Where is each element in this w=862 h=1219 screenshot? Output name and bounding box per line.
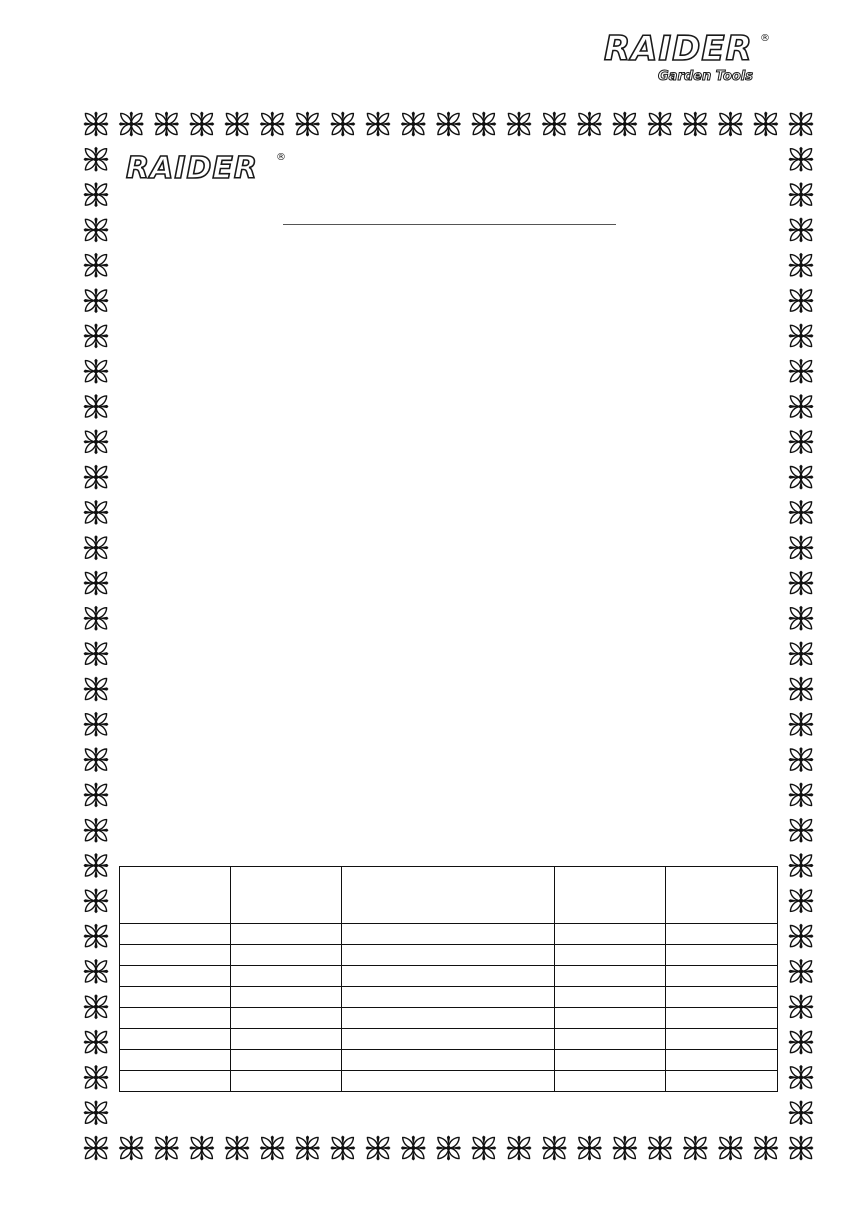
table-row: [120, 1071, 778, 1092]
table-row: [120, 1050, 778, 1071]
four-petal-flower-icon: [82, 993, 110, 1021]
four-petal-flower-icon: [82, 534, 110, 562]
table-cell[interactable]: [231, 1050, 342, 1071]
four-petal-flower-icon: [611, 110, 639, 138]
table-cell[interactable]: [666, 1029, 778, 1050]
four-petal-flower-icon: [787, 428, 815, 456]
four-petal-flower-icon: [82, 816, 110, 844]
table-cell[interactable]: [342, 945, 555, 966]
table-header-cell: [120, 867, 231, 924]
four-petal-flower-icon: [540, 110, 568, 138]
four-petal-flower-icon: [82, 640, 110, 668]
four-petal-flower-icon: [505, 110, 533, 138]
four-petal-flower-icon: [787, 852, 815, 880]
four-petal-flower-icon: [82, 216, 110, 244]
four-petal-flower-icon: [787, 1099, 815, 1127]
table-cell[interactable]: [120, 945, 231, 966]
four-petal-flower-icon: [82, 251, 110, 279]
four-petal-flower-icon: [82, 887, 110, 915]
four-petal-flower-icon: [82, 181, 110, 209]
four-petal-flower-icon: [787, 181, 815, 209]
four-petal-flower-icon: [787, 993, 815, 1021]
four-petal-flower-icon: [82, 1134, 110, 1162]
table-row: [120, 987, 778, 1008]
four-petal-flower-icon: [752, 110, 780, 138]
table-cell[interactable]: [120, 1050, 231, 1071]
four-petal-flower-icon: [188, 110, 216, 138]
table-cell[interactable]: [342, 1008, 555, 1029]
service-record-table: [119, 866, 778, 1092]
four-petal-flower-icon: [787, 640, 815, 668]
four-petal-flower-icon: [787, 1134, 815, 1162]
table-header-cell: [666, 867, 778, 924]
four-petal-flower-icon: [681, 110, 709, 138]
table-cell[interactable]: [555, 924, 666, 945]
four-petal-flower-icon: [364, 1134, 392, 1162]
table-header-row: [120, 867, 778, 924]
four-petal-flower-icon: [82, 746, 110, 774]
table-cell[interactable]: [555, 1050, 666, 1071]
four-petal-flower-icon: [82, 145, 110, 173]
four-petal-flower-icon: [329, 1134, 357, 1162]
four-petal-flower-icon: [787, 569, 815, 597]
four-petal-flower-icon: [787, 287, 815, 315]
four-petal-flower-icon: [787, 322, 815, 350]
title-underline: [283, 224, 616, 225]
four-petal-flower-icon: [681, 1134, 709, 1162]
four-petal-flower-icon: [258, 110, 286, 138]
four-petal-flower-icon: [787, 710, 815, 738]
four-petal-flower-icon: [470, 110, 498, 138]
table-cell[interactable]: [120, 1071, 231, 1092]
table-cell[interactable]: [342, 1050, 555, 1071]
four-petal-flower-icon: [82, 852, 110, 880]
four-petal-flower-icon: [787, 534, 815, 562]
four-petal-flower-icon: [294, 1134, 322, 1162]
four-petal-flower-icon: [787, 393, 815, 421]
table-cell[interactable]: [666, 1008, 778, 1029]
table-cell[interactable]: [231, 924, 342, 945]
four-petal-flower-icon: [153, 1134, 181, 1162]
table-cell[interactable]: [231, 945, 342, 966]
table-cell[interactable]: [342, 924, 555, 945]
table-cell[interactable]: [120, 966, 231, 987]
four-petal-flower-icon: [717, 110, 745, 138]
four-petal-flower-icon: [787, 887, 815, 915]
table-cell[interactable]: [231, 966, 342, 987]
table-cell[interactable]: [555, 966, 666, 987]
four-petal-flower-icon: [787, 463, 815, 491]
table-cell[interactable]: [231, 1071, 342, 1092]
brand-logo-inner: [122, 150, 292, 192]
table-cell[interactable]: [342, 966, 555, 987]
four-petal-flower-icon: [82, 463, 110, 491]
table-cell[interactable]: [231, 987, 342, 1008]
table-header-cell: [342, 867, 555, 924]
brand-logo-wordmark: RAIDER: [126, 151, 258, 186]
table-cell[interactable]: [120, 1029, 231, 1050]
four-petal-flower-icon: [82, 604, 110, 632]
four-petal-flower-icon: [82, 675, 110, 703]
four-petal-flower-icon: [787, 746, 815, 774]
four-petal-flower-icon: [787, 781, 815, 809]
four-petal-flower-icon: [787, 816, 815, 844]
table-cell[interactable]: [120, 924, 231, 945]
table-cell[interactable]: [231, 1008, 342, 1029]
four-petal-flower-icon: [82, 1063, 110, 1091]
four-petal-flower-icon: [223, 110, 251, 138]
four-petal-flower-icon: [435, 110, 463, 138]
four-petal-flower-icon: [399, 1134, 427, 1162]
table-cell[interactable]: [666, 1071, 778, 1092]
table-cell[interactable]: [555, 1008, 666, 1029]
four-petal-flower-icon: [717, 1134, 745, 1162]
table-cell[interactable]: [555, 1071, 666, 1092]
table-cell[interactable]: [555, 1029, 666, 1050]
four-petal-flower-icon: [752, 1134, 780, 1162]
table-cell[interactable]: [342, 987, 555, 1008]
table-header-cell: [555, 867, 666, 924]
registered-trademark-mark: ®: [760, 33, 770, 44]
table-cell[interactable]: [555, 945, 666, 966]
four-petal-flower-icon: [787, 251, 815, 279]
table-header-cell: [231, 867, 342, 924]
brand-logo-wordmark: RAIDER: [604, 29, 753, 69]
table-cell[interactable]: [342, 1029, 555, 1050]
four-petal-flower-icon: [646, 1134, 674, 1162]
four-petal-flower-icon: [399, 110, 427, 138]
four-petal-flower-icon: [787, 498, 815, 526]
four-petal-flower-icon: [82, 781, 110, 809]
table-cell[interactable]: [666, 924, 778, 945]
table-cell[interactable]: [666, 945, 778, 966]
four-petal-flower-icon: [153, 110, 181, 138]
table-row: [120, 966, 778, 987]
four-petal-flower-icon: [188, 1134, 216, 1162]
four-petal-flower-icon: [82, 1028, 110, 1056]
four-petal-flower-icon: [82, 710, 110, 738]
four-petal-flower-icon: [787, 1028, 815, 1056]
table-row: [120, 1008, 778, 1029]
four-petal-flower-icon: [505, 1134, 533, 1162]
four-petal-flower-icon: [82, 569, 110, 597]
four-petal-flower-icon: [576, 1134, 604, 1162]
four-petal-flower-icon: [117, 1134, 145, 1162]
table-cell[interactable]: [120, 1008, 231, 1029]
four-petal-flower-icon: [82, 110, 110, 138]
four-petal-flower-icon: [82, 957, 110, 985]
four-petal-flower-icon: [82, 498, 110, 526]
four-petal-flower-icon: [787, 675, 815, 703]
four-petal-flower-icon: [576, 110, 604, 138]
four-petal-flower-icon: [540, 1134, 568, 1162]
four-petal-flower-icon: [294, 110, 322, 138]
table-row: [120, 945, 778, 966]
four-petal-flower-icon: [787, 922, 815, 950]
four-petal-flower-icon: [787, 957, 815, 985]
four-petal-flower-icon: [435, 1134, 463, 1162]
table-cell[interactable]: [666, 1050, 778, 1071]
brand-logo-header: [600, 30, 780, 92]
four-petal-flower-icon: [82, 393, 110, 421]
table-cell[interactable]: [231, 1029, 342, 1050]
four-petal-flower-icon: [646, 110, 674, 138]
table-cell[interactable]: [342, 1071, 555, 1092]
four-petal-flower-icon: [82, 1099, 110, 1127]
table-row: [120, 924, 778, 945]
registered-trademark-mark: ®: [276, 152, 286, 163]
four-petal-flower-icon: [470, 1134, 498, 1162]
table-cell[interactable]: [120, 987, 231, 1008]
four-petal-flower-icon: [611, 1134, 639, 1162]
brand-tagline: Garden Tools: [658, 69, 754, 84]
table-row: [120, 1029, 778, 1050]
four-petal-flower-icon: [82, 287, 110, 315]
table-cell[interactable]: [666, 987, 778, 1008]
four-petal-flower-icon: [787, 357, 815, 385]
four-petal-flower-icon: [787, 604, 815, 632]
table-cell[interactable]: [666, 966, 778, 987]
table-cell[interactable]: [555, 987, 666, 1008]
four-petal-flower-icon: [82, 922, 110, 950]
four-petal-flower-icon: [82, 322, 110, 350]
four-petal-flower-icon: [117, 110, 145, 138]
four-petal-flower-icon: [82, 428, 110, 456]
four-petal-flower-icon: [787, 145, 815, 173]
four-petal-flower-icon: [258, 1134, 286, 1162]
four-petal-flower-icon: [364, 110, 392, 138]
four-petal-flower-icon: [787, 110, 815, 138]
four-petal-flower-icon: [787, 1063, 815, 1091]
four-petal-flower-icon: [329, 110, 357, 138]
four-petal-flower-icon: [82, 357, 110, 385]
four-petal-flower-icon: [787, 216, 815, 244]
four-petal-flower-icon: [223, 1134, 251, 1162]
